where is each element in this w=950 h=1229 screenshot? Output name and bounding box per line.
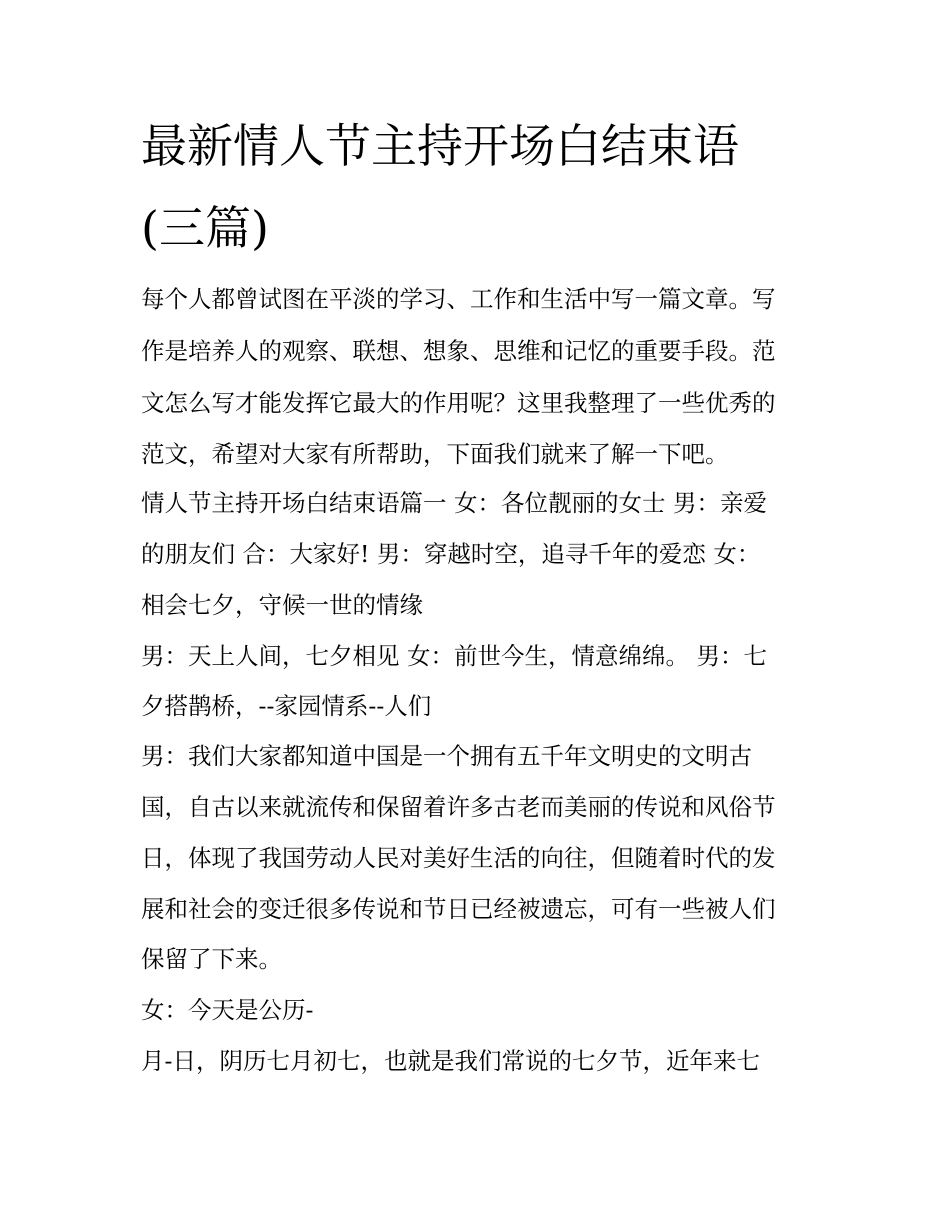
body-line-8: 男：天上人间，七夕相见 女：前世今生，情意绵绵。 男：七 (141, 642, 767, 670)
body-line-2: 作是培养人的观察、联想、想象、思维和记忆的重要手段。范 (141, 337, 776, 365)
body-line-11: 国，自古以来就流传和保留着许多古老而美丽的传说和风俗节 (141, 793, 776, 821)
body-line-6: 的朋友们 合：大家好! 男：穿越时空，追寻千年的爱恋 女： (141, 540, 761, 568)
body-line-10: 男：我们大家都知道中国是一个拥有五千年文明史的文明古 (141, 742, 752, 770)
body-line-4: 范文，希望对大家有所帮助，下面我们就来了解一下吧。 (141, 440, 729, 468)
body-line-16: 月-日，阴历七月初七，也就是我们常说的七夕节，近年来七 (141, 1047, 760, 1075)
body-line-14: 保留了下来。 (141, 945, 282, 973)
document-title-line-2: (三篇) (141, 201, 269, 255)
body-line-13: 展和社会的变迁很多传说和节日已经被遗忘，可有一些被人们 (141, 895, 776, 923)
body-line-15: 女：今天是公历- (141, 996, 314, 1024)
body-line-1: 每个人都曾试图在平淡的学习、工作和生活中写一篇文章。写 (141, 285, 776, 313)
body-line-7: 相会七夕，守候一世的情缘 (141, 591, 423, 619)
document-title-line-1: 最新情人节主持开场白结束语 (141, 119, 739, 173)
body-line-9: 夕搭鹊桥，--家园情系--人们 (141, 692, 432, 720)
body-line-5: 情人节主持开场白结束语篇一 女：各位靓丽的女士 男：亲爱 (141, 489, 767, 517)
body-line-12: 日，体现了我国劳动人民对美好生活的向往，但随着时代的发 (141, 844, 776, 872)
body-line-3: 文怎么写才能发挥它最大的作用呢？这里我整理了一些优秀的 (141, 389, 776, 417)
